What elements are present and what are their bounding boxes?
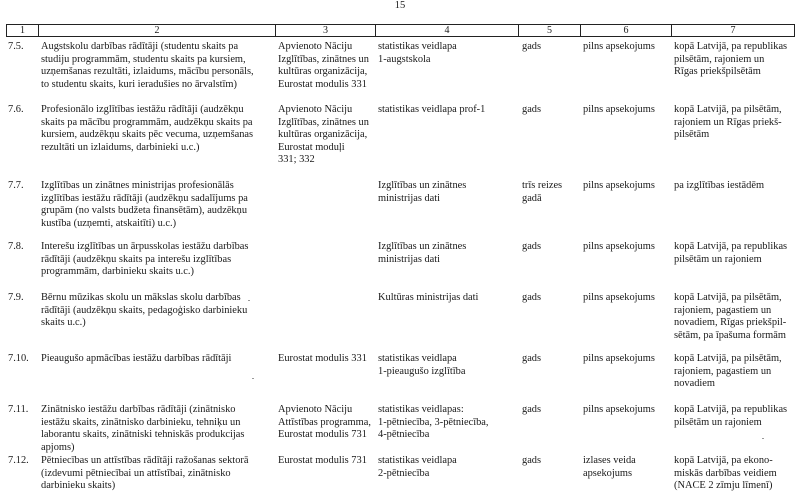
text-line: 7.11. bbox=[8, 404, 29, 415]
data-source-cell bbox=[378, 455, 457, 480]
periodicity-cell bbox=[522, 41, 541, 54]
methodology-cell bbox=[278, 455, 367, 468]
breakdown-cell bbox=[674, 404, 787, 429]
text-line: kopā Latvijā, pa republikas bbox=[674, 41, 788, 52]
text-line: trīs reizes bbox=[522, 180, 563, 191]
text-line: 7.6. bbox=[8, 104, 24, 115]
text-line: gads bbox=[522, 455, 542, 466]
breakdown-cell bbox=[674, 180, 764, 193]
text-line: 7.7. bbox=[8, 180, 24, 191]
text-line: statistikas veidlapa prof-1 bbox=[378, 104, 486, 115]
breakdown-cell bbox=[674, 241, 787, 266]
coverage-cell bbox=[583, 241, 655, 254]
text-line: studiju programmām, studentu skaits pa kursiem, bbox=[41, 53, 246, 65]
text-line: 1-pieaugušo izglītība bbox=[378, 365, 466, 377]
text-line: iestāžu skaits, zinātnisko darbinieku, tehniķu un bbox=[41, 416, 241, 428]
text-line: kopā Latvijā, pa republikas bbox=[674, 241, 788, 252]
data-source-cell bbox=[378, 241, 466, 266]
indicator-cell bbox=[41, 241, 248, 279]
methodology-cell bbox=[278, 41, 369, 91]
text-line: rajoniem, pagastiem un bbox=[674, 304, 772, 316]
indicator-cell bbox=[41, 292, 247, 330]
text-line: grupām (no valsts budžeta finansētām), audzēkņu bbox=[41, 205, 248, 216]
text-line: pilsētām, rajoniem un bbox=[674, 53, 765, 65]
text-line: 331; 332 bbox=[278, 154, 315, 165]
text-line: Pieaugušo apmācības iestāžu darbības rādītāji bbox=[41, 353, 232, 364]
text-line: 7.10. bbox=[8, 353, 29, 364]
text-line: Eurostat modulis 731 bbox=[278, 455, 367, 466]
coverage-cell bbox=[583, 180, 655, 193]
text-line: Izglītības un zinātnes bbox=[378, 180, 467, 191]
scan-speck bbox=[252, 378, 254, 379]
breakdown-cell bbox=[674, 41, 787, 79]
text-line: Augstskolu darbības rādītāji (studentu skaits pa bbox=[41, 41, 239, 52]
indicator-cell bbox=[41, 104, 253, 154]
text-line: pilsētām bbox=[674, 129, 710, 140]
row-number bbox=[8, 455, 29, 468]
text-line: 7.5. bbox=[8, 41, 24, 52]
text-line: pilsētām un rajoniem bbox=[674, 416, 762, 428]
text-line: rajoniem, pagastiem un bbox=[674, 365, 772, 377]
text-line: gadā bbox=[522, 192, 542, 204]
column-header-5: 5 bbox=[519, 25, 581, 36]
row-number bbox=[8, 41, 24, 54]
text-line: Zinātnisko iestāžu darbības rādītāji (zinātnisko bbox=[41, 404, 236, 415]
text-line: gads bbox=[522, 292, 542, 303]
text-line: pilns apsekojums bbox=[583, 404, 655, 415]
column-header-6: 6 bbox=[581, 25, 672, 36]
text-line: Eurostat modulis 731 bbox=[278, 429, 367, 440]
text-line: 7.8. bbox=[8, 241, 24, 252]
text-line: kopā Latvijā, pa ekono- bbox=[674, 455, 773, 466]
text-line: sētām, pa īpašuma formām bbox=[674, 329, 786, 341]
text-line: skaits u.c.) bbox=[41, 317, 86, 328]
indicator-cell bbox=[41, 180, 248, 230]
text-line: gads bbox=[522, 104, 542, 115]
text-line: gads bbox=[522, 41, 542, 52]
text-line: Kultūras ministrijas dati bbox=[378, 292, 479, 303]
text-line: Bērnu mūzikas skolu un mākslas skolu darbības bbox=[41, 292, 241, 303]
scan-speck bbox=[762, 438, 764, 439]
coverage-cell bbox=[583, 353, 655, 366]
text-line: (izdevumi pētniecībai un attīstībai, zinātnisko bbox=[41, 467, 231, 479]
text-line: pilsētām un rajoniem bbox=[674, 253, 762, 265]
methodology-cell bbox=[278, 104, 369, 167]
text-line: skaits pa mācību programmām, audzēkņu skaits pa bbox=[41, 116, 253, 128]
row-number bbox=[8, 353, 29, 366]
text-line: pilns apsekojums bbox=[583, 292, 655, 303]
text-line: 1-augstskola bbox=[378, 53, 431, 65]
text-line: kopā Latvijā, pa pilsētām, bbox=[674, 353, 782, 364]
text-line: to studentu skaits, kuri ieradušies no ārvalstīm) bbox=[41, 78, 237, 90]
data-source-cell bbox=[378, 353, 465, 378]
text-line: novadiem, Rīgas priekšpil- bbox=[674, 317, 787, 328]
text-line: izlases veida bbox=[583, 455, 636, 466]
text-line: rajoniem un Rīgas priekš- bbox=[674, 116, 782, 128]
text-line: ministrijas dati bbox=[378, 192, 441, 204]
breakdown-cell bbox=[674, 353, 782, 391]
text-line: Attīstības programma, bbox=[278, 416, 371, 428]
text-line: statistikas veidlapa bbox=[378, 455, 457, 466]
periodicity-cell bbox=[522, 292, 541, 305]
row-number bbox=[8, 180, 24, 193]
table-header-row bbox=[6, 24, 795, 37]
text-line: Izglītības un zinātnes ministrijas profesionālās bbox=[41, 180, 234, 191]
methodology-cell bbox=[278, 353, 367, 366]
text-line: gads bbox=[522, 353, 542, 364]
text-line: pa izglītības iestādēm bbox=[674, 180, 765, 191]
text-line: statistikas veidlapas: bbox=[378, 404, 464, 415]
text-line: pilns apsekojums bbox=[583, 180, 655, 191]
data-source-cell bbox=[378, 180, 466, 205]
data-source-cell bbox=[378, 41, 457, 66]
text-line: apsekojums bbox=[583, 467, 633, 479]
text-line: kultūras organizācija, bbox=[278, 66, 368, 77]
text-line: 1-pētniecība, 3-pētniecība, bbox=[378, 416, 489, 428]
row-number bbox=[8, 241, 24, 254]
breakdown-cell bbox=[674, 104, 782, 142]
text-line: miskās darbības veidiem bbox=[674, 467, 777, 479]
periodicity-cell bbox=[522, 241, 541, 254]
text-line: programmām, darbinieku skaits u.c.) bbox=[41, 266, 194, 277]
text-line: 7.9. bbox=[8, 292, 24, 303]
data-source-cell bbox=[378, 404, 489, 442]
column-header-1: 1 bbox=[7, 25, 39, 36]
text-line: pilns apsekojums bbox=[583, 241, 655, 252]
text-line: novadiem bbox=[674, 378, 715, 389]
periodicity-cell bbox=[522, 404, 541, 417]
coverage-cell bbox=[583, 41, 655, 54]
indicator-cell bbox=[41, 41, 254, 91]
text-line: Apvienoto Nāciju bbox=[278, 104, 353, 115]
indicator-cell bbox=[41, 353, 231, 366]
text-line: darbinieku skaits) bbox=[41, 480, 116, 491]
text-line: pilns apsekojums bbox=[583, 104, 655, 115]
column-header-2: 2 bbox=[39, 25, 276, 36]
coverage-cell bbox=[583, 104, 655, 117]
text-line: apjoms) bbox=[41, 441, 75, 453]
methodology-cell bbox=[278, 404, 371, 442]
text-line: (NACE 2 zīmju līmenī) bbox=[674, 480, 773, 491]
column-header-3: 3 bbox=[276, 25, 376, 36]
text-line: Rīgas priekšpilsētām bbox=[674, 66, 761, 77]
row-number bbox=[8, 292, 24, 305]
text-line: kustība (uzņemti, atskaitīti) u.c.) bbox=[41, 217, 177, 229]
column-header-7: 7 bbox=[730, 25, 736, 36]
column-header-4: 4 bbox=[376, 25, 519, 36]
data-source-cell bbox=[378, 292, 478, 305]
row-number bbox=[8, 104, 24, 117]
coverage-cell bbox=[583, 404, 655, 417]
text-line: kultūras organizācija, bbox=[278, 129, 368, 140]
text-line: 7.12. bbox=[8, 455, 29, 466]
text-line: Izglītības, zinātnes un bbox=[278, 53, 369, 65]
periodicity-cell bbox=[522, 180, 562, 205]
breakdown-cell bbox=[674, 455, 777, 493]
text-line: gads bbox=[522, 241, 542, 252]
text-line: statistikas veidlapa bbox=[378, 41, 457, 52]
data-source-cell bbox=[378, 104, 485, 117]
text-line: Interešu izglītības un ārpusskolas iestāžu darbības bbox=[41, 241, 249, 252]
coverage-cell bbox=[583, 292, 655, 305]
text-line: Apvienoto Nāciju bbox=[278, 404, 353, 415]
text-line: izglītības iestāžu rādītāji (audzēkņu sadalījums pa bbox=[41, 192, 248, 204]
text-line: rādītāji (audzēkņu skaits, pedagoģisko darbinieku bbox=[41, 304, 248, 316]
text-line: Pētniecības un attīstības rādītāji ražošanas sektorā bbox=[41, 455, 249, 466]
scan-speck bbox=[248, 300, 250, 301]
coverage-cell bbox=[583, 455, 636, 480]
text-line: pilns apsekojums bbox=[583, 353, 655, 364]
text-line: Profesionālo izglītības iestāžu rādītāji (audzēkņu bbox=[41, 104, 244, 115]
text-line: Eurostat modulis 331 bbox=[278, 353, 367, 364]
text-line: 4-pētniecība bbox=[378, 429, 430, 440]
text-line: kopā Latvijā, pa pilsētām, bbox=[674, 292, 782, 303]
text-line: kursiem, audzēkņu skaits pēc vecuma, uzņemšanas bbox=[41, 129, 254, 140]
text-line: Izglītības, zinātnes un bbox=[278, 116, 369, 128]
text-line: uzņemšanas rezultāti, izlaidums, mācību personāls, bbox=[41, 66, 254, 77]
text-line: rādītāji (audzēkņu skaits pa interešu izglītības bbox=[41, 253, 232, 265]
text-line: Izglītības un zinātnes bbox=[378, 241, 467, 252]
periodicity-cell bbox=[522, 104, 541, 117]
text-line: kopā Latvijā, pa republikas bbox=[674, 404, 788, 415]
row-number bbox=[8, 404, 28, 417]
periodicity-cell bbox=[522, 455, 541, 468]
indicator-cell bbox=[41, 404, 244, 454]
text-line: Eurostat modulis 331 bbox=[278, 78, 367, 90]
text-line: Eurostat moduļi bbox=[278, 141, 345, 153]
periodicity-cell bbox=[522, 353, 541, 366]
text-line: Apvienoto Nāciju bbox=[278, 41, 353, 52]
breakdown-cell bbox=[674, 292, 786, 342]
text-line: 2-pētniecība bbox=[378, 467, 430, 479]
indicator-cell bbox=[41, 455, 248, 493]
text-line: kopā Latvijā, pa pilsētām, bbox=[674, 104, 782, 115]
page-number: 15 bbox=[394, 0, 406, 11]
text-line: gads bbox=[522, 404, 542, 415]
text-line: rezultāti un izlaidums, darbinieki u.c.) bbox=[41, 141, 200, 153]
text-line: statistikas veidlapa bbox=[378, 353, 457, 364]
text-line: laborantu skaits, zinātniski tehniskās produkcijas bbox=[41, 429, 245, 440]
text-line: ministrijas dati bbox=[378, 253, 441, 265]
text-line: pilns apsekojums bbox=[583, 41, 655, 52]
